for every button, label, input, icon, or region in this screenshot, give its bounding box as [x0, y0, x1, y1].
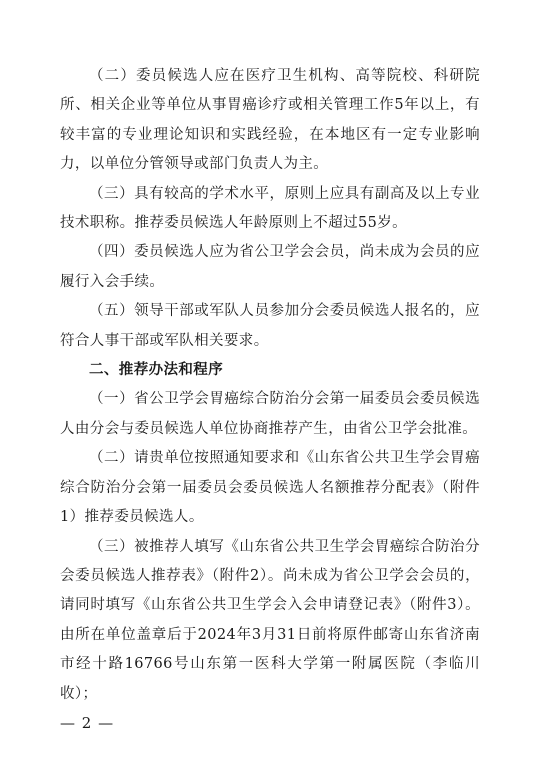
paragraph-academic-level: （三）具有较高的学术水平，原则上应具有副高及以上专业技术职称。推荐委员候选人年龄原则上不超过55岁。	[60, 185, 480, 232]
paragraph-allocation-table: （二）请贵单位按照通知要求和《山东省公共卫生学会胃癌综合防治分会第一届委员会委员候选人名额推荐分配表》（附件1）推荐委员候选人。	[60, 450, 480, 526]
section-heading-recommendation-procedure: 二、推荐办法和程序	[89, 362, 224, 379]
paragraph-membership: （四）委员候选人应为省公卫学会会员，尚未成为会员的应履行入会手续。	[60, 244, 480, 290]
paragraph-cadre-requirements: （五）领导干部或军队人员参加分会委员候选人报名的，应符合人事干部或军队相关要求。	[60, 303, 480, 349]
paragraph-recommendation-form: （三）被推荐人填写《山东省公共卫生学会胃癌综合防治分会委员候选人推荐表》（附件2）。尚未成为省公卫学会会员的，请同时填写《山东省公共卫生学会入会申请登记表》（附件3）。由所在单位盖章后于2024年3月31日前将原件邮寄山东省济南市经十路16766号山东第一医科大学第一附属医院（李临川收）；	[60, 538, 480, 702]
paragraph-committee-candidate-qualification: （二）委员候选人应在医疗卫生机构、高等院校、科研院所、相关企业等单位从事胃癌诊疗或相关管理工作5年以上，有较丰富的专业理论知识和实践经验，在本地区有一定专业影响力，以单位分管领导或部门负责人为主。	[60, 68, 480, 173]
document-body	[60, 62, 480, 709]
paragraph-recommendation-method: （一）省公卫学会胃癌综合防治分会第一届委员会委员候选人由分会与委员候选人单位协商推荐产生，由省公卫学会批准。	[60, 391, 480, 437]
page-number: — 2 —	[60, 714, 115, 732]
